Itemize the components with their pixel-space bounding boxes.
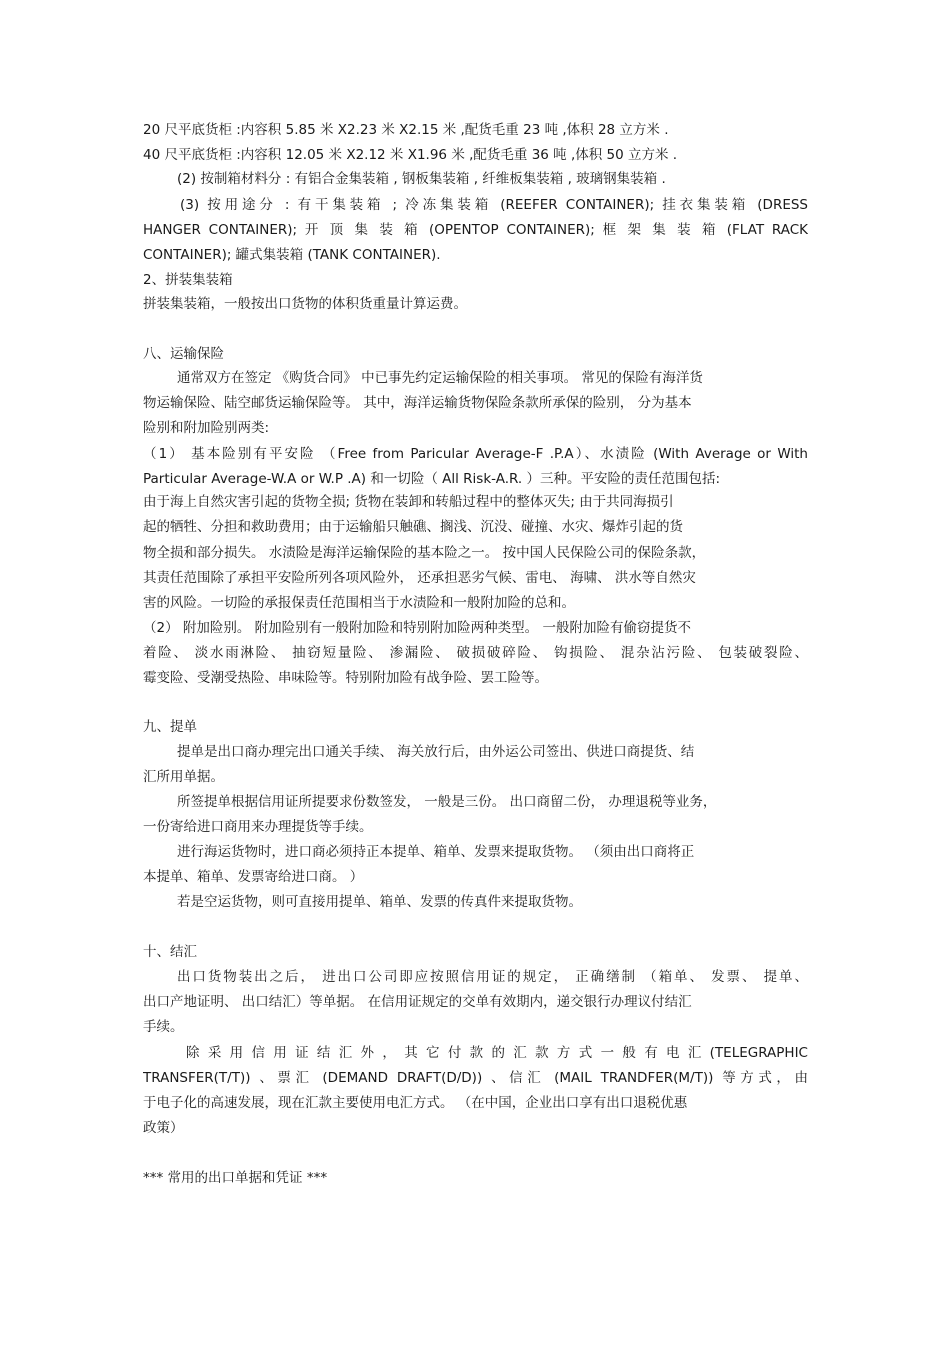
text-line: 所签提单根据信用证所提要求份数签发， 一般是三份。 出口商留二份， 办理退税等业务，	[177, 794, 717, 810]
text-line: (3) 按用途分 : 有干集装箱 ; 冷冻集装箱 (REEFER CONTAINER); 挂衣集装箱 (DRESS	[180, 197, 808, 213]
text-line: 40 尺平底货柜 :内容积 12.05 米 X2.12 米 X1.96 米 ,配货毛重 36 吨 ,体积 50 立方米 .	[143, 147, 678, 163]
text-line: 于电子化的高速发展，现在汇款主要使用电汇方式。 （在中国，企业出口享有出口退税优惠	[143, 1095, 688, 1111]
text-line: 出口产地证明、 出口结汇）等单据。 在信用证规定的交单有效期内，递交银行办理议付结汇	[143, 994, 692, 1010]
text-line: 2、拼装集装箱	[143, 272, 233, 288]
text-line: TRANSFER(T/T)) 、票汇 (DEMAND DRAFT(D/D)) 、信汇 (MAIL TRANDFER(M/T)) 等方式，由	[143, 1070, 808, 1086]
text-line: 20 尺平底货柜 :内容积 5.85 米 X2.23 米 X2.15 米 ,配货毛重 23 吨 ,体积 28 立方米 .	[143, 122, 669, 138]
text-line: 提单是出口商办理完出口通关手续、 海关放行后，由外运公司签出、供进口商提货、结	[177, 744, 695, 760]
text-line: （2） 附加险别。 附加险别有一般附加险和特别附加险两种类型。 一般附加险有偷窃提货不	[143, 620, 691, 636]
text-line: 害的风险。一切险的承报保责任范围相当于水渍险和一般附加险的总和。	[143, 595, 575, 611]
text-line: 汇所用单据。	[143, 769, 224, 785]
text-line: 通常双方在签定 《购货合同》 中已事先约定运输保险的相关事项。 常见的保险有海洋货	[177, 370, 703, 386]
text-line: Particular Average-W.A or W.P .A) 和一切险（ All Risk-A.R. ）三种。平安险的责任范围包括:	[143, 471, 721, 487]
text-line: 政策）	[143, 1120, 184, 1136]
text-line: 手续。	[143, 1019, 184, 1035]
text-line: 八、运输保险	[143, 346, 224, 362]
text-line: 起的牺牲、分担和救助费用；由于运输船只触礁、搁浅、沉没、碰撞、水灾、爆炸引起的货	[143, 519, 683, 535]
text-line: 物全损和部分损失。 水渍险是海洋运输保险的基本险之一。 按中国人民保险公司的保险条款，	[143, 545, 706, 561]
text-line: 拼装集装箱，一般按出口货物的体积货重量计算运费。	[143, 296, 467, 312]
text-line: 出口货物装出之后， 进出口公司即应按照信用证的规定， 正确缮制 （箱单、 发票、 提单、	[177, 969, 808, 985]
text-line: 一份寄给进口商用来办理提货等手续。	[143, 819, 373, 835]
text-line: 霉变险、受潮受热险、串味险等。特别附加险有战争险、罢工险等。	[143, 670, 548, 686]
text-line: 进行海运货物时，进口商必须持正本提单、箱单、发票来提取货物。 （须由出口商将正	[177, 844, 695, 860]
text-line: HANGER CONTAINER); 开 顶 集 装 箱 (OPENTOP CONTAINER); 框 架 集 装 箱 (FLAT RACK	[143, 222, 808, 238]
text-line: (2) 按制箱材料分 : 有铝合金集装箱 , 钢板集装箱 , 纤维板集装箱 , 玻璃钢集装箱 .	[177, 171, 666, 187]
text-line: 若是空运货物，则可直接用提单、箱单、发票的传真件来提取货物。	[177, 894, 582, 910]
text-line: 着险、 淡水雨淋险、 抽窃短量险、 渗漏险、 破损破碎险、 钩损险、 混杂沾污险、 包装破裂险、	[143, 645, 808, 661]
text-line: 其责任范围除了承担平安险所列各项风险外， 还承担恶劣气候、雷电、 海啸、 洪水等自然灾	[143, 570, 696, 586]
text-line: 除 采 用 信 用 证 结 汇 外 ， 其 它 付 款 的 汇 款 方 式 一 般 有 电 汇 (TELEGRAPHIC	[186, 1045, 808, 1061]
text-line: 物运输保险、陆空邮货运输保险等。 其中，海洋运输货物保险条款所承保的险别， 分为基本	[143, 395, 692, 411]
text-line: 本提单、箱单、发票寄给进口商。 ）	[143, 869, 364, 885]
text-line: 十、结汇	[143, 944, 197, 960]
text-line: CONTAINER); 罐式集装箱 (TANK CONTAINER).	[143, 247, 441, 263]
text-line: （1） 基本险别有平安险 （Free from Paricular Average-F .P.A）、水渍险 (With Average or With	[143, 446, 808, 462]
text-line: 险别和附加险别两类:	[143, 420, 270, 436]
text-line: 九、提单	[143, 719, 197, 735]
text-line: 由于海上自然灾害引起的货物全损; 货物在装卸和转船过程中的整体灭失; 由于共同海损引	[143, 494, 674, 510]
text-line: *** 常用的出口单据和凭证 ***	[143, 1170, 328, 1186]
